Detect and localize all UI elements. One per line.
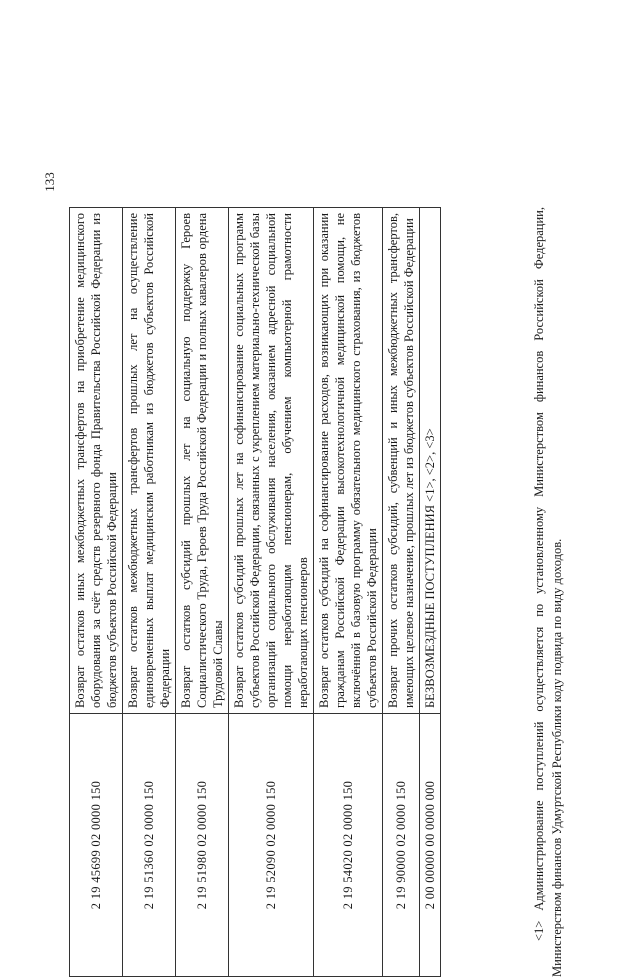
revenue-code-cell: 2 19 51360 02 0000 150 <box>123 714 176 977</box>
table-row <box>383 208 420 977</box>
table-row <box>314 208 383 977</box>
revenue-code-cell: 2 19 54020 02 0000 150 <box>314 714 383 977</box>
revenue-description-cell: Возврат остатков субсидий прошлых лет на социальную поддержку Героев Социалистического Труда, Героев Труда Российской Федерации и полных кавалеров ордена Трудовой Славы <box>176 208 229 714</box>
revenue-description-cell: Возврат остатков иных межбюджетных трансфертов на приобретение медицинского оборудования за счёт средств резервного фонда Правительства Российской Федерации из бюджетов субъектов Российской Федерации <box>70 208 123 714</box>
revenue-code-cell: 2 19 90000 02 0000 150 <box>383 714 420 977</box>
table-row <box>229 208 314 977</box>
footnote: <1> Администрирование поступлений осуществляется по установленному Министерством финансов Российской Федерации, Министерством финансов Удмуртской Республики коду подвида по виду доходов. <box>531 207 564 977</box>
rotated-page-content <box>69 207 577 977</box>
revenue-code-cell: 2 00 00000 00 0000 000 <box>420 714 441 977</box>
revenue-description-cell: Возврат прочих остатков субсидий, субвенций и иных межбюджетных трансфертов, имеющих целевое назначение, прошлых лет из бюджетов субъектов Российской Федерации <box>383 208 420 714</box>
table-row <box>176 208 229 977</box>
revenue-description-cell: Возврат остатков межбюджетных трансфертов прошлых лет на осуществление единовременных выплат медицинским работникам из бюджетов субъектов Российской Федерации <box>123 208 176 714</box>
revenue-code-cell: 2 19 52090 02 0000 150 <box>229 714 314 977</box>
revenue-description-cell: Возврат остатков субсидий на софинансирование расходов, возникающих при оказании гражданам Российской Федерации высокотехнологичной медицинской помощи, не включённой в базовую программу обязательного медицинского страхования, из бюджетов субъектов Российской Федерации <box>314 208 383 714</box>
page-number: 133 <box>42 172 57 192</box>
revenue-code-cell: 2 19 51980 02 0000 150 <box>176 714 229 977</box>
table-row-total <box>420 208 441 977</box>
revenue-codes-table <box>69 207 441 977</box>
table-row <box>123 208 176 977</box>
revenue-description-cell: БЕЗВОЗМЕЗДНЫЕ ПОСТУПЛЕНИЯ <1>, <2>, <3> <box>420 208 441 714</box>
revenue-description-cell: Возврат остатков субсидий прошлых лет на софинансирование социальных программ субъектов Российской Федерации, связанных с укреплением материально-технической базы организаций социального обслуживания населения, оказанием адресной социальной помощи неработающим пенсионерам, обучением компьютерной грамотности неработающих пенсионеров <box>229 208 314 714</box>
table-row <box>70 208 123 977</box>
revenue-code-cell: 2 19 45699 02 0000 150 <box>70 714 123 977</box>
